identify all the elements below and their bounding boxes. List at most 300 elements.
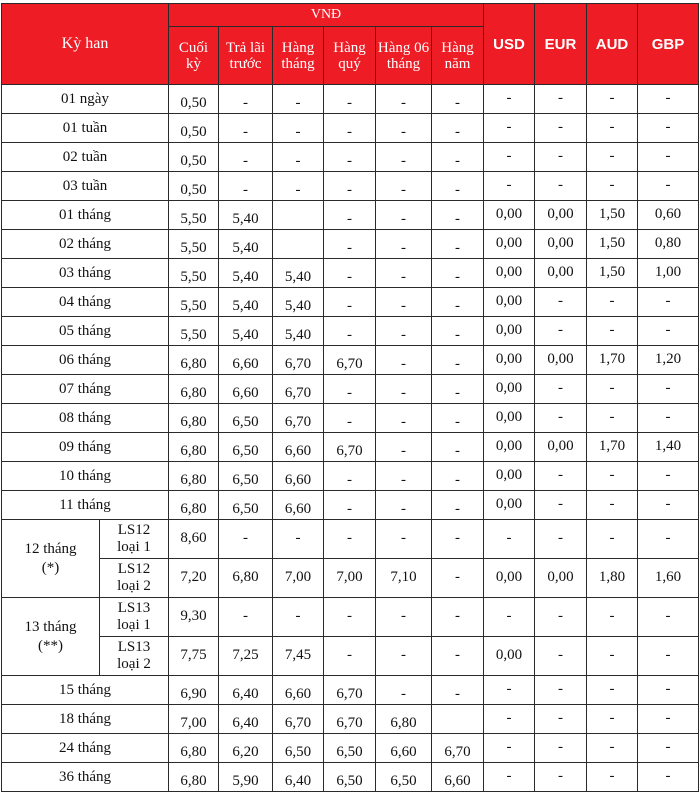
rate-cell: - [273,143,324,172]
rate-cell: - [432,259,484,288]
term-cell: 15 tháng [2,676,169,705]
term-cell: 10 tháng [2,462,169,491]
rate-cell: - [376,172,432,201]
rate-cell: - [273,172,324,201]
table-row [2,491,699,520]
rate-cell: - [535,734,587,763]
rate-cell: 0,00 [484,637,535,676]
rate-cell: 7,45 [273,637,324,676]
rate-cell: - [324,462,376,491]
rate-cell: - [376,598,432,637]
term-group-label: 12 tháng [24,540,77,557]
rate-cell: - [638,462,699,491]
rate-cell: - [324,143,376,172]
term-cell: 09 tháng [2,433,169,462]
rate-cell: - [219,143,273,172]
rate-cell: - [324,637,376,676]
rate-cell: - [324,520,376,559]
rate-cell: - [535,637,587,676]
table-row [2,259,699,288]
rate-cell: 6,60 [273,491,324,520]
rate-cell: 5,40 [273,288,324,317]
rate-cell: - [638,705,699,734]
rate-cell: 6,50 [219,462,273,491]
rate-cell: - [376,201,432,230]
rate-cell: - [324,172,376,201]
rate-cell: 6,20 [219,734,273,763]
vnd-col-header: Hàng quý [324,27,376,85]
rate-cell: - [273,598,324,637]
vnd-col-header: Trả lãi trước [219,27,273,85]
rate-cell: 5,50 [169,230,219,259]
vnd-col-header: Hàng 06 tháng [376,27,432,85]
rate-cell: 6,80 [169,763,219,792]
rate-cell: 6,40 [219,705,273,734]
table-row [2,559,699,598]
rate-cell: - [432,85,484,114]
rate-cell: - [535,598,587,637]
rate-cell: - [432,288,484,317]
rate-cell: - [376,462,432,491]
rate-cell: 6,50 [324,763,376,792]
rate-cell: - [535,763,587,792]
rate-cell: - [219,598,273,637]
rate-cell: - [273,85,324,114]
rate-cell: 1,60 [638,559,699,598]
sub-term-type: loại 1 [117,539,151,555]
rate-cell: - [432,491,484,520]
term-group-label: 13 tháng [24,618,77,635]
term-cell: 06 tháng [2,346,169,375]
sub-term-cell [100,637,169,676]
table-row [2,404,699,433]
rate-cell: - [432,172,484,201]
rate-cell: 8,60 [169,520,219,559]
term-cell: 08 tháng [2,404,169,433]
rate-cell: - [638,598,699,637]
sub-term-code: LS13 [117,639,151,655]
rate-cell: - [587,705,638,734]
rate-cell: 5,40 [219,288,273,317]
rate-cell: - [587,637,638,676]
eur-header: EUR [535,4,587,85]
rate-cell: - [638,637,699,676]
rate-cell: - [376,259,432,288]
rate-cell: 6,50 [324,734,376,763]
table-row [2,143,699,172]
vnd-header: VNĐ [169,4,484,27]
rate-cell: 6,60 [273,462,324,491]
rate-cell: 0,00 [484,491,535,520]
rate-cell: 6,50 [219,404,273,433]
table-row [2,288,699,317]
rate-cell: - [587,462,638,491]
rate-cell: 1,40 [638,433,699,462]
rate-cell: 6,60 [273,676,324,705]
rate-cell: - [587,375,638,404]
rate-cell: - [638,375,699,404]
rate-cell: - [376,317,432,346]
rate-cell: 5,50 [169,288,219,317]
rate-cell: - [376,230,432,259]
term-cell: 02 tháng [2,230,169,259]
rate-cell: 6,70 [273,375,324,404]
sub-term-cell [100,520,169,559]
table-row [2,705,699,734]
rate-cell: - [324,375,376,404]
rate-cell [273,201,324,230]
vnd-col-header: Cuối kỳ [169,27,219,85]
rate-cell: 6,60 [219,346,273,375]
table-row [2,375,699,404]
rate-cell: 0,00 [535,346,587,375]
rate-cell: 1,50 [587,230,638,259]
rate-cell: 7,20 [169,559,219,598]
vnd-col-header: Hàng tháng [273,27,324,85]
sub-term-cell [100,559,169,598]
rate-cell: 6,80 [169,346,219,375]
table-row [2,637,699,676]
rate-cell: 5,40 [219,317,273,346]
rate-cell: 5,40 [219,259,273,288]
term-cell: 02 tuần [2,143,169,172]
rate-cell: 0,00 [484,317,535,346]
rate-cell: 0,50 [169,85,219,114]
rate-cell: 0,00 [484,559,535,598]
rate-cell: 0,00 [484,433,535,462]
rate-cell: 6,60 [219,375,273,404]
rate-cell: 5,40 [219,201,273,230]
rate-cell: 6,50 [273,734,324,763]
term-cell: 05 tháng [2,317,169,346]
rate-cell: 0,00 [484,288,535,317]
table-row [2,201,699,230]
rate-cell: 0,00 [535,201,587,230]
table-row [2,763,699,792]
term-cell: 18 tháng [2,705,169,734]
rate-cell: - [535,404,587,433]
rate-cell: - [324,114,376,143]
rate-cell: 6,40 [219,676,273,705]
rate-cell: - [376,288,432,317]
rate-cell: - [484,85,535,114]
rate-cell: - [638,491,699,520]
rate-cell: - [324,317,376,346]
usd-header: USD [484,4,535,85]
rate-cell: 6,80 [169,734,219,763]
rate-cell: - [432,346,484,375]
rate-cell: 6,70 [324,676,376,705]
term-cell: 04 tháng [2,288,169,317]
rate-cell: 1,70 [587,346,638,375]
rate-cell: - [376,85,432,114]
rate-cell: 6,80 [169,462,219,491]
rate-cell: - [324,259,376,288]
rate-cell: 7,10 [376,559,432,598]
rate-cell: 6,70 [273,705,324,734]
rate-cell: 5,40 [219,230,273,259]
rate-cell: 0,00 [484,346,535,375]
rate-cell: - [432,317,484,346]
table-row [2,114,699,143]
term-cell: 03 tháng [2,259,169,288]
rate-cell: - [535,172,587,201]
rate-cell: - [273,520,324,559]
table-row [2,598,699,637]
rate-cell: 6,70 [324,433,376,462]
rate-cell: - [638,763,699,792]
rate-cell: - [484,172,535,201]
table-row [2,676,699,705]
rate-cell: 6,50 [376,763,432,792]
rate-cell: 1,00 [638,259,699,288]
rate-cell: - [587,143,638,172]
rate-cell: 1,70 [587,433,638,462]
rate-cell: - [638,172,699,201]
rate-cell: - [587,734,638,763]
rate-cell: 1,80 [587,559,638,598]
rate-cell: - [273,114,324,143]
rate-cell: - [432,520,484,559]
rate-cell: - [376,143,432,172]
rate-cell: 5,50 [169,317,219,346]
rate-cell [432,705,484,734]
term-cell: 07 tháng [2,375,169,404]
rate-cell: 0,00 [535,433,587,462]
rate-cell: - [484,763,535,792]
rate-cell: - [432,375,484,404]
rate-cell: - [376,404,432,433]
rate-cell: - [376,676,432,705]
rate-cell: - [324,230,376,259]
rate-cell: - [376,433,432,462]
rate-cell: 6,40 [273,763,324,792]
rate-cell: 0,00 [484,462,535,491]
rate-cell: 0,50 [169,143,219,172]
rate-cell: 5,90 [219,763,273,792]
rate-cell: - [535,375,587,404]
rate-cell: - [535,491,587,520]
term-cell: 36 tháng [2,763,169,792]
rate-cell: 6,70 [273,404,324,433]
rate-cell: - [324,491,376,520]
rate-cell: - [432,404,484,433]
rate-cell: 6,70 [324,705,376,734]
rate-cell: - [535,462,587,491]
rate-cell: - [638,676,699,705]
rate-cell: - [376,491,432,520]
term-group-cell [2,598,100,676]
rate-cell: 0,00 [484,230,535,259]
rate-cell: 5,40 [273,259,324,288]
rate-cell: 7,75 [169,637,219,676]
rate-cell: 9,30 [169,598,219,637]
rate-cell: 6,80 [169,404,219,433]
rate-cell: 1,50 [587,259,638,288]
rate-cell: - [638,85,699,114]
rate-cell: 5,50 [169,201,219,230]
rate-cell: - [219,172,273,201]
rate-cell: - [484,143,535,172]
rate-cell: - [535,317,587,346]
rate-cell: - [484,734,535,763]
rate-cell: 0,50 [169,172,219,201]
rate-cell: - [484,598,535,637]
rate-cell: 0,00 [535,259,587,288]
rate-cell: 5,50 [169,259,219,288]
rate-cell: - [432,201,484,230]
rate-cell: - [638,734,699,763]
table-row [2,433,699,462]
rate-cell: 6,80 [219,559,273,598]
term-cell: 01 tháng [2,201,169,230]
rate-cell: - [484,676,535,705]
rate-cell: 0,00 [484,259,535,288]
rate-cell: 0,50 [169,114,219,143]
rate-cell: - [587,114,638,143]
rate-cell: 0,00 [535,230,587,259]
rate-cell: - [638,317,699,346]
rate-cell: 0,80 [638,230,699,259]
rate-cell: - [535,114,587,143]
sub-term-code: LS13 [117,600,151,616]
sub-term-type: loại 2 [117,656,151,672]
rate-cell: 6,60 [376,734,432,763]
term-group-cell [2,520,100,598]
rate-cell: 7,00 [273,559,324,598]
rate-cell: - [432,230,484,259]
rate-cell: - [535,288,587,317]
gbp-header: GBP [638,4,699,85]
rate-cell: - [535,705,587,734]
rate-cell: 0,00 [484,375,535,404]
rate-cell: - [432,559,484,598]
rate-cell: - [638,114,699,143]
aud-header: AUD [587,4,638,85]
rate-cell: 7,25 [219,637,273,676]
rate-cell: 6,70 [324,346,376,375]
rate-cell: 6,80 [169,433,219,462]
rate-cell: - [376,637,432,676]
rate-cell: - [587,172,638,201]
rate-cell: 6,50 [219,491,273,520]
rate-cell: 1,50 [587,201,638,230]
rate-cell: - [484,705,535,734]
rate-cell: - [324,201,376,230]
rate-cell: - [432,462,484,491]
rate-cell: 6,70 [273,346,324,375]
sub-term-type: loại 2 [117,578,151,594]
rate-cell: - [432,598,484,637]
rate-cell: - [219,520,273,559]
rate-cell: 5,40 [273,317,324,346]
rate-cell: 0,00 [484,404,535,433]
rate-cell: - [324,85,376,114]
term-header: Kỳ han [2,4,169,85]
rate-cell: 7,00 [169,705,219,734]
table-row [2,230,699,259]
rate-cell: - [535,85,587,114]
rate-cell: - [324,598,376,637]
rate-cell: - [376,375,432,404]
rate-cell: - [638,288,699,317]
term-cell: 01 ngày [2,85,169,114]
table-row [2,317,699,346]
rate-cell: 6,80 [169,491,219,520]
sub-term-type: loại 1 [117,617,151,633]
interest-rate-table [1,3,699,792]
rate-cell: - [219,85,273,114]
rate-cell: 6,60 [273,433,324,462]
table-header [2,4,699,85]
table-row [2,85,699,114]
rate-cell: - [324,404,376,433]
rate-cell: - [376,346,432,375]
rate-cell: - [535,143,587,172]
rate-cell: 6,50 [219,433,273,462]
rate-cell: - [587,491,638,520]
vnd-col-header: Hàng năm [432,27,484,85]
rate-cell: 6,90 [169,676,219,705]
rate-cell: - [432,114,484,143]
rate-cell: - [587,317,638,346]
term-cell: 24 tháng [2,734,169,763]
term-cell: 11 tháng [2,491,169,520]
rate-cell: 7,00 [324,559,376,598]
rate-cell: 0,00 [535,559,587,598]
rate-cell: - [432,676,484,705]
term-cell: 01 tuần [2,114,169,143]
rate-cell: - [587,676,638,705]
rate-cell: 6,80 [169,375,219,404]
rate-cell: - [219,114,273,143]
rate-cell: 1,20 [638,346,699,375]
sub-term-code: LS12 [117,522,151,538]
rate-cell: - [432,143,484,172]
rate-cell: - [535,676,587,705]
rate-cell: - [587,85,638,114]
rate-cell: - [535,520,587,559]
rate-cell: - [587,404,638,433]
table-row [2,172,699,201]
table-body [2,85,699,792]
rate-cell: - [587,288,638,317]
sub-term-code: LS12 [117,561,151,577]
rate-cell: - [484,114,535,143]
rate-cell: - [638,404,699,433]
rate-cell: - [432,637,484,676]
rate-cell: - [324,288,376,317]
term-cell: 03 tuần [2,172,169,201]
rate-cell: 6,70 [432,734,484,763]
rate-cell: - [638,143,699,172]
rate-cell: - [587,520,638,559]
rate-cell: - [432,433,484,462]
rate-cell: 0,00 [484,201,535,230]
table-row [2,462,699,491]
table-row [2,520,699,559]
rate-cell: - [484,520,535,559]
table-row [2,346,699,375]
rate-cell: - [587,598,638,637]
table-row [2,734,699,763]
rate-cell [273,230,324,259]
rate-cell: 0,60 [638,201,699,230]
rate-cell: - [638,520,699,559]
rate-cell: 6,80 [376,705,432,734]
rate-cell: - [587,763,638,792]
rate-cell: - [376,520,432,559]
